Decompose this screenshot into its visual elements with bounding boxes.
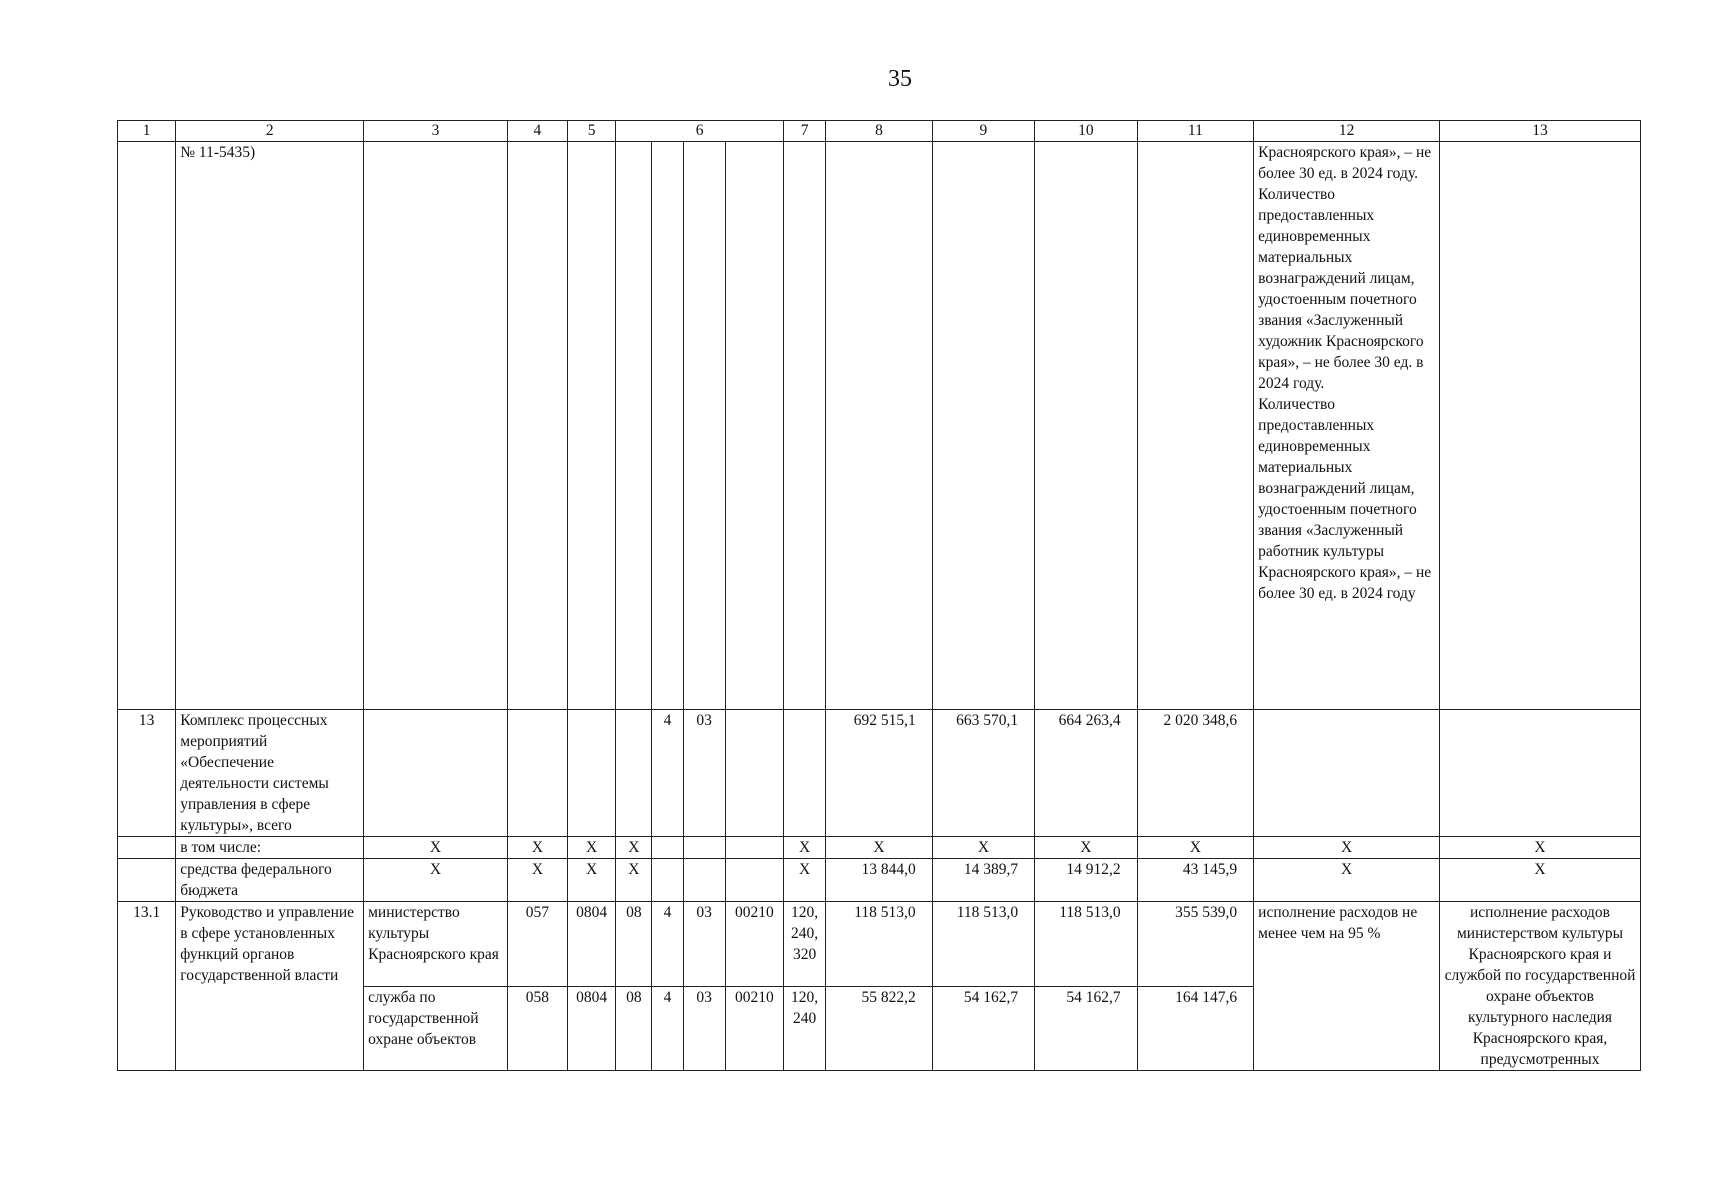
cell-empty — [118, 859, 176, 902]
cell-empty — [784, 710, 826, 837]
row-name: Комплекс процессных мероприятий «Обеспечение деятельности системы управления в сфере культуры», всего — [176, 710, 364, 837]
x-cell: Х — [784, 859, 826, 902]
x-cell: Х — [1440, 837, 1641, 859]
amount-cell: 118 513,0 — [826, 902, 932, 987]
cell-empty — [616, 142, 652, 710]
x-cell: Х — [784, 837, 826, 859]
header-row — [118, 121, 1641, 142]
amount-cell: 43 145,9 — [1137, 859, 1254, 902]
x-cell: Х — [1254, 837, 1440, 859]
header-cell: 9 — [932, 121, 1034, 142]
program-name-cell: № 11-5435) — [176, 142, 364, 710]
code-cell: 4 — [652, 986, 683, 1071]
table-row-including — [118, 837, 1641, 859]
x-cell: Х — [568, 837, 616, 859]
code-cell: 00210 — [725, 902, 783, 987]
x-cell: Х — [1137, 837, 1254, 859]
amount-cell: 14 912,2 — [1035, 859, 1137, 902]
x-cell: Х — [364, 837, 508, 859]
cell-empty — [1035, 142, 1137, 710]
header-cell: 1 — [118, 121, 176, 142]
amount-cell: 663 570,1 — [932, 710, 1034, 837]
code-cell: 058 — [507, 986, 567, 1071]
amount-cell: 118 513,0 — [932, 902, 1034, 987]
header-cell: 13 — [1440, 121, 1641, 142]
code-cell: 120, 240 — [784, 986, 826, 1071]
table-row-federal — [118, 859, 1641, 902]
cell-empty — [1440, 710, 1641, 837]
amount-cell: 2 020 348,6 — [1137, 710, 1254, 837]
amount-cell: 13 844,0 — [826, 859, 932, 902]
x-cell: Х — [364, 859, 508, 902]
cell-empty — [725, 710, 783, 837]
result-indicator-cell: исполнение расходов не менее чем на 95 % — [1254, 902, 1440, 1071]
x-cell: Х — [507, 859, 567, 902]
x-cell: Х — [568, 859, 616, 902]
row-name: в том числе: — [176, 837, 364, 859]
header-cell: 5 — [568, 121, 616, 142]
cell-empty — [725, 837, 783, 859]
target-indicator-cell: исполнение расходов министерством культуры Красноярского края и службой по государственной охране объектов культурного наследия Красноярского края, предусмотренных — [1440, 902, 1641, 1071]
amount-cell: 164 147,6 — [1137, 986, 1254, 1071]
header-cell: 4 — [507, 121, 567, 142]
cell-empty — [683, 837, 725, 859]
amount-cell: 118 513,0 — [1035, 902, 1137, 987]
code-cell: 0804 — [568, 986, 616, 1071]
cell-empty — [1254, 710, 1440, 837]
budget-table — [117, 120, 1641, 1071]
code-cell: 120, 240, 320 — [784, 902, 826, 987]
cell-empty — [932, 142, 1034, 710]
x-cell: Х — [616, 859, 652, 902]
x-cell: Х — [1440, 859, 1641, 902]
table-row-13-1-a — [118, 902, 1641, 987]
page-number: 35 — [888, 66, 912, 92]
header-cell: 6 — [616, 121, 784, 142]
x-cell: Х — [932, 837, 1034, 859]
x-cell: Х — [1254, 859, 1440, 902]
amount-cell: 54 162,7 — [1035, 986, 1137, 1071]
continuation-row — [118, 142, 1641, 710]
cell-empty — [652, 142, 683, 710]
cell-empty — [683, 859, 725, 902]
x-cell: Х — [616, 837, 652, 859]
row-name: Руководство и управление в сфере установленных функций органов государственной власти — [176, 902, 364, 1071]
x-cell: Х — [1035, 837, 1137, 859]
code-cell: 03 — [683, 710, 725, 837]
cell-empty — [1440, 142, 1641, 710]
executor-cell: служба по государственной охране объектов — [364, 986, 508, 1071]
code-cell: 03 — [683, 902, 725, 987]
cell-empty — [364, 142, 508, 710]
executor-cell: министерство культуры Красноярского края — [364, 902, 508, 987]
amount-cell: 55 822,2 — [826, 986, 932, 1071]
cell-empty — [826, 142, 932, 710]
code-cell: 08 — [616, 902, 652, 987]
cell-empty — [616, 710, 652, 837]
cell-empty — [568, 142, 616, 710]
header-cell: 3 — [364, 121, 508, 142]
header-cell: 12 — [1254, 121, 1440, 142]
code-cell: 4 — [652, 710, 683, 837]
code-cell: 03 — [683, 986, 725, 1071]
cell-empty — [725, 859, 783, 902]
cell-empty — [118, 142, 176, 710]
amount-cell: 692 515,1 — [826, 710, 932, 837]
x-cell: Х — [507, 837, 567, 859]
header-cell: 7 — [784, 121, 826, 142]
result-indicator-cell: Красноярского края», – не более 30 ед. в 2024 году. Количество предоставленных единовременных материальных вознаграждений лицам, удостоенным почетного звания «Заслуженный художник Красноярского края», – не более 30 ед. в 2024 году. Количество предоставленных единовременных материальных вознаграждений лицам, удостоенным почетного звания «Заслуженный работник культуры Красноярского края», – не более 30 ед. в 2024 году — [1254, 142, 1440, 710]
amount-cell: 54 162,7 — [932, 986, 1034, 1071]
amount-cell: 355 539,0 — [1137, 902, 1254, 987]
header-cell: 8 — [826, 121, 932, 142]
amount-cell: 14 389,7 — [932, 859, 1034, 902]
cell-empty — [364, 710, 508, 837]
cell-empty — [652, 859, 683, 902]
code-cell: 057 — [507, 902, 567, 987]
row-name: средства федерального бюджета — [176, 859, 364, 902]
header-cell: 10 — [1035, 121, 1137, 142]
x-cell: Х — [826, 837, 932, 859]
cell-empty — [784, 142, 826, 710]
cell-empty — [507, 142, 567, 710]
cell-empty — [1137, 142, 1254, 710]
cell-empty — [683, 142, 725, 710]
header-cell: 2 — [176, 121, 364, 142]
row-number: 13 — [118, 710, 176, 837]
code-cell: 08 — [616, 986, 652, 1071]
cell-empty — [725, 142, 783, 710]
row-number: 13.1 — [118, 902, 176, 1071]
code-cell: 4 — [652, 902, 683, 987]
cell-empty — [118, 837, 176, 859]
header-cell: 11 — [1137, 121, 1254, 142]
cell-empty — [652, 837, 683, 859]
code-cell: 0804 — [568, 902, 616, 987]
cell-empty — [507, 710, 567, 837]
code-cell: 00210 — [725, 986, 783, 1071]
cell-empty — [568, 710, 616, 837]
amount-cell: 664 263,4 — [1035, 710, 1137, 837]
table-row-13 — [118, 710, 1641, 837]
